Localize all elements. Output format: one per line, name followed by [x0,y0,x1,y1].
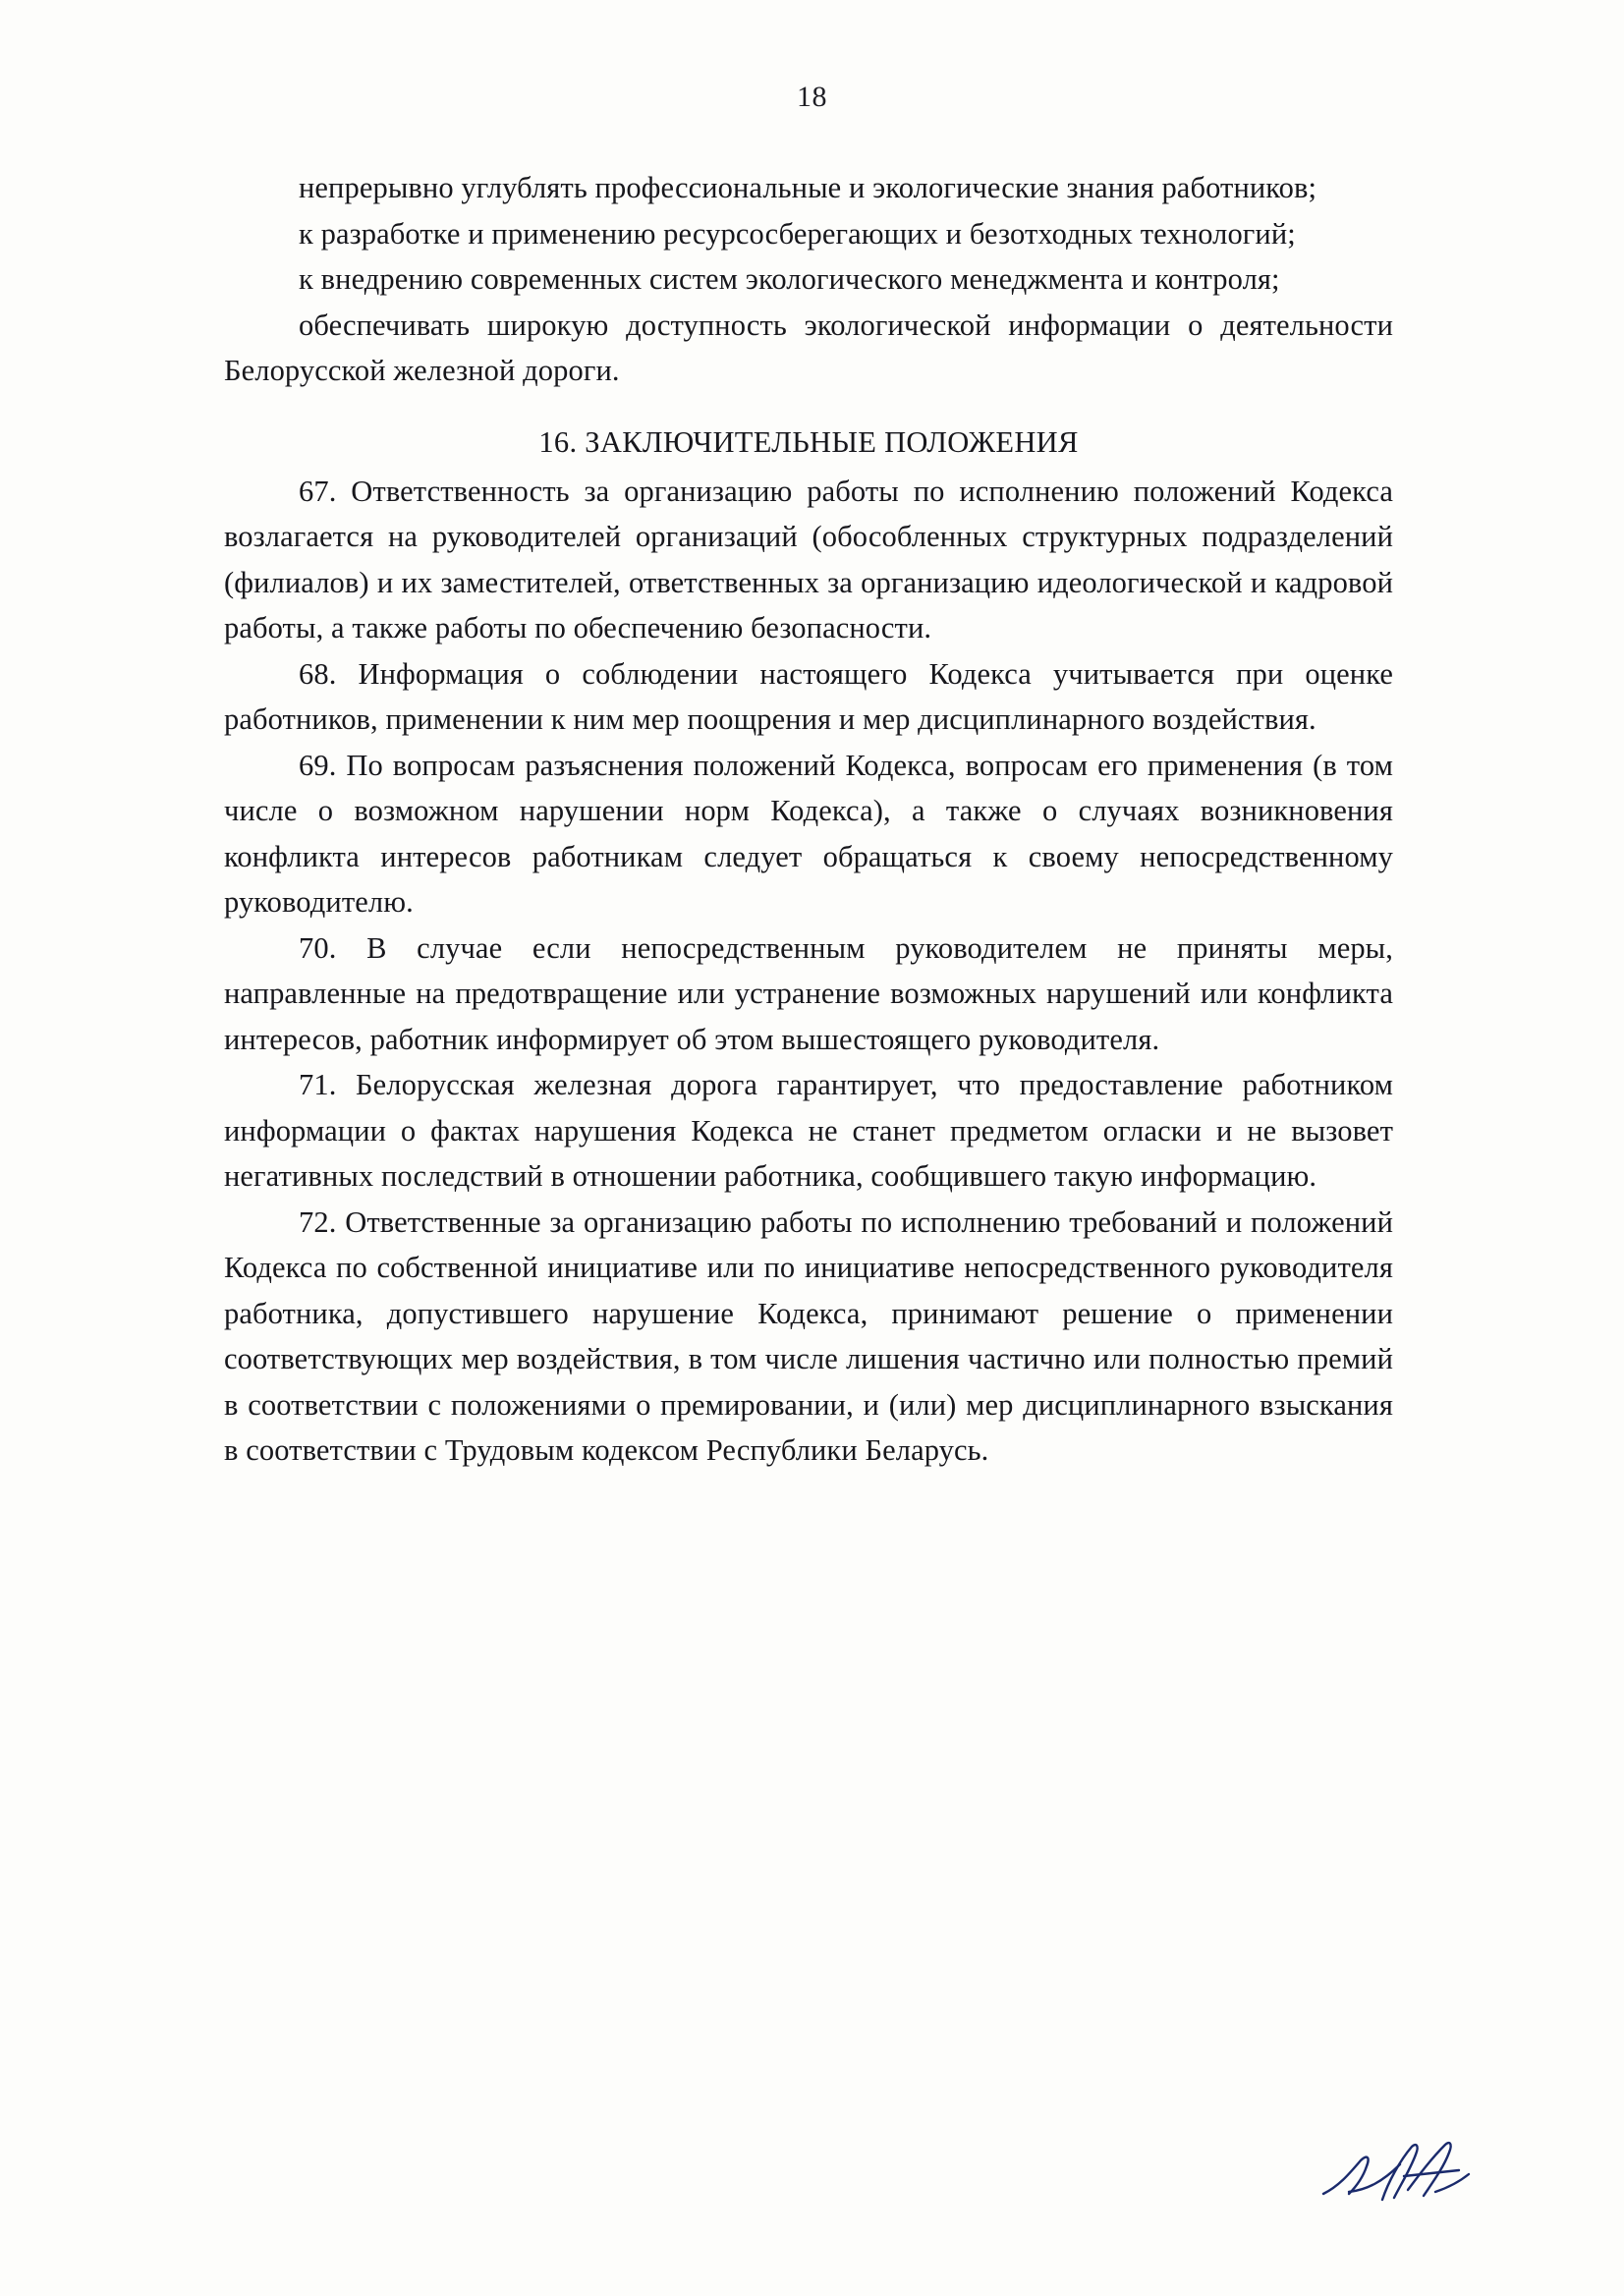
page-number: 18 [797,81,827,113]
paragraph-intro-4: обеспечивать широкую доступность экологической информации о деятельности Белорусской железной дороги. [224,308,1393,387]
paragraph-72: 72. Ответственные за организацию работы по исполнению требований и положений Кодекса по собственной инициативе или по инициативе непосредственного руководителя работника, допустившего нарушение Кодекса, принимают решение о применении соответствующих мер воздействия, в том числе лишения частично или полностью премий в соответствии с положениями о премировании, и (или) мер дисциплинарного взыскания в соответствии с Трудовым кодексом Республики Беларусь. [224,1204,1393,1467]
paragraph-intro-1: непрерывно углублять профессиональные и экологические знания работников; [299,171,1317,204]
paragraph-71: 71. Белорусская железная дорога гарантирует, что предоставление работником информации о фактах нарушения Кодекса не станет предметом огласки и не вызовет негативных последствий в отношении работника, сообщившего такую информацию. [224,1068,1393,1193]
paragraph-68: 68. Информация о соблюдении настоящего Кодекса учитывается при оценке работников, применении к ним мер поощрения и мер дисциплинарного воздействия. [224,656,1393,736]
page-content [224,165,1393,1474]
signature-icon [1310,2131,1477,2219]
paragraph-intro-2: к разработке и применению ресурсосберегающих и безотходных технологий; [299,216,1296,251]
paragraph-67: 67. Ответственность за организацию работы по исполнению положений Кодекса возлагается на руководителей организаций (обособленных структурных подразделений (филиалов) и их заместителей, ответственных за организацию идеологической и кадровой работы, а также работы по обеспечению безопасности. [224,474,1393,644]
paragraph-70: 70. В случае если непосредственным руководителем не приняты меры, направленные на предотвращение или устранение возможных нарушений или конфликта интересов, работник информирует об этом вышестоящего руководителя. [224,930,1393,1056]
paragraph-69: 69. По вопросам разъяснения положений Кодекса, вопросам его применения (в том числе о возможном нарушении норм Кодекса), а также о случаях возникновения конфликта интересов работникам следует обращаться к своему непосредственному руководителю. [224,748,1393,919]
section-title: 16. ЗАКЛЮЧИТЕЛЬНЫЕ ПОЛОЖЕНИЯ [538,424,1079,459]
paragraph-intro-3: к внедрению современных систем экологического менеджмента и контроля; [299,262,1280,296]
